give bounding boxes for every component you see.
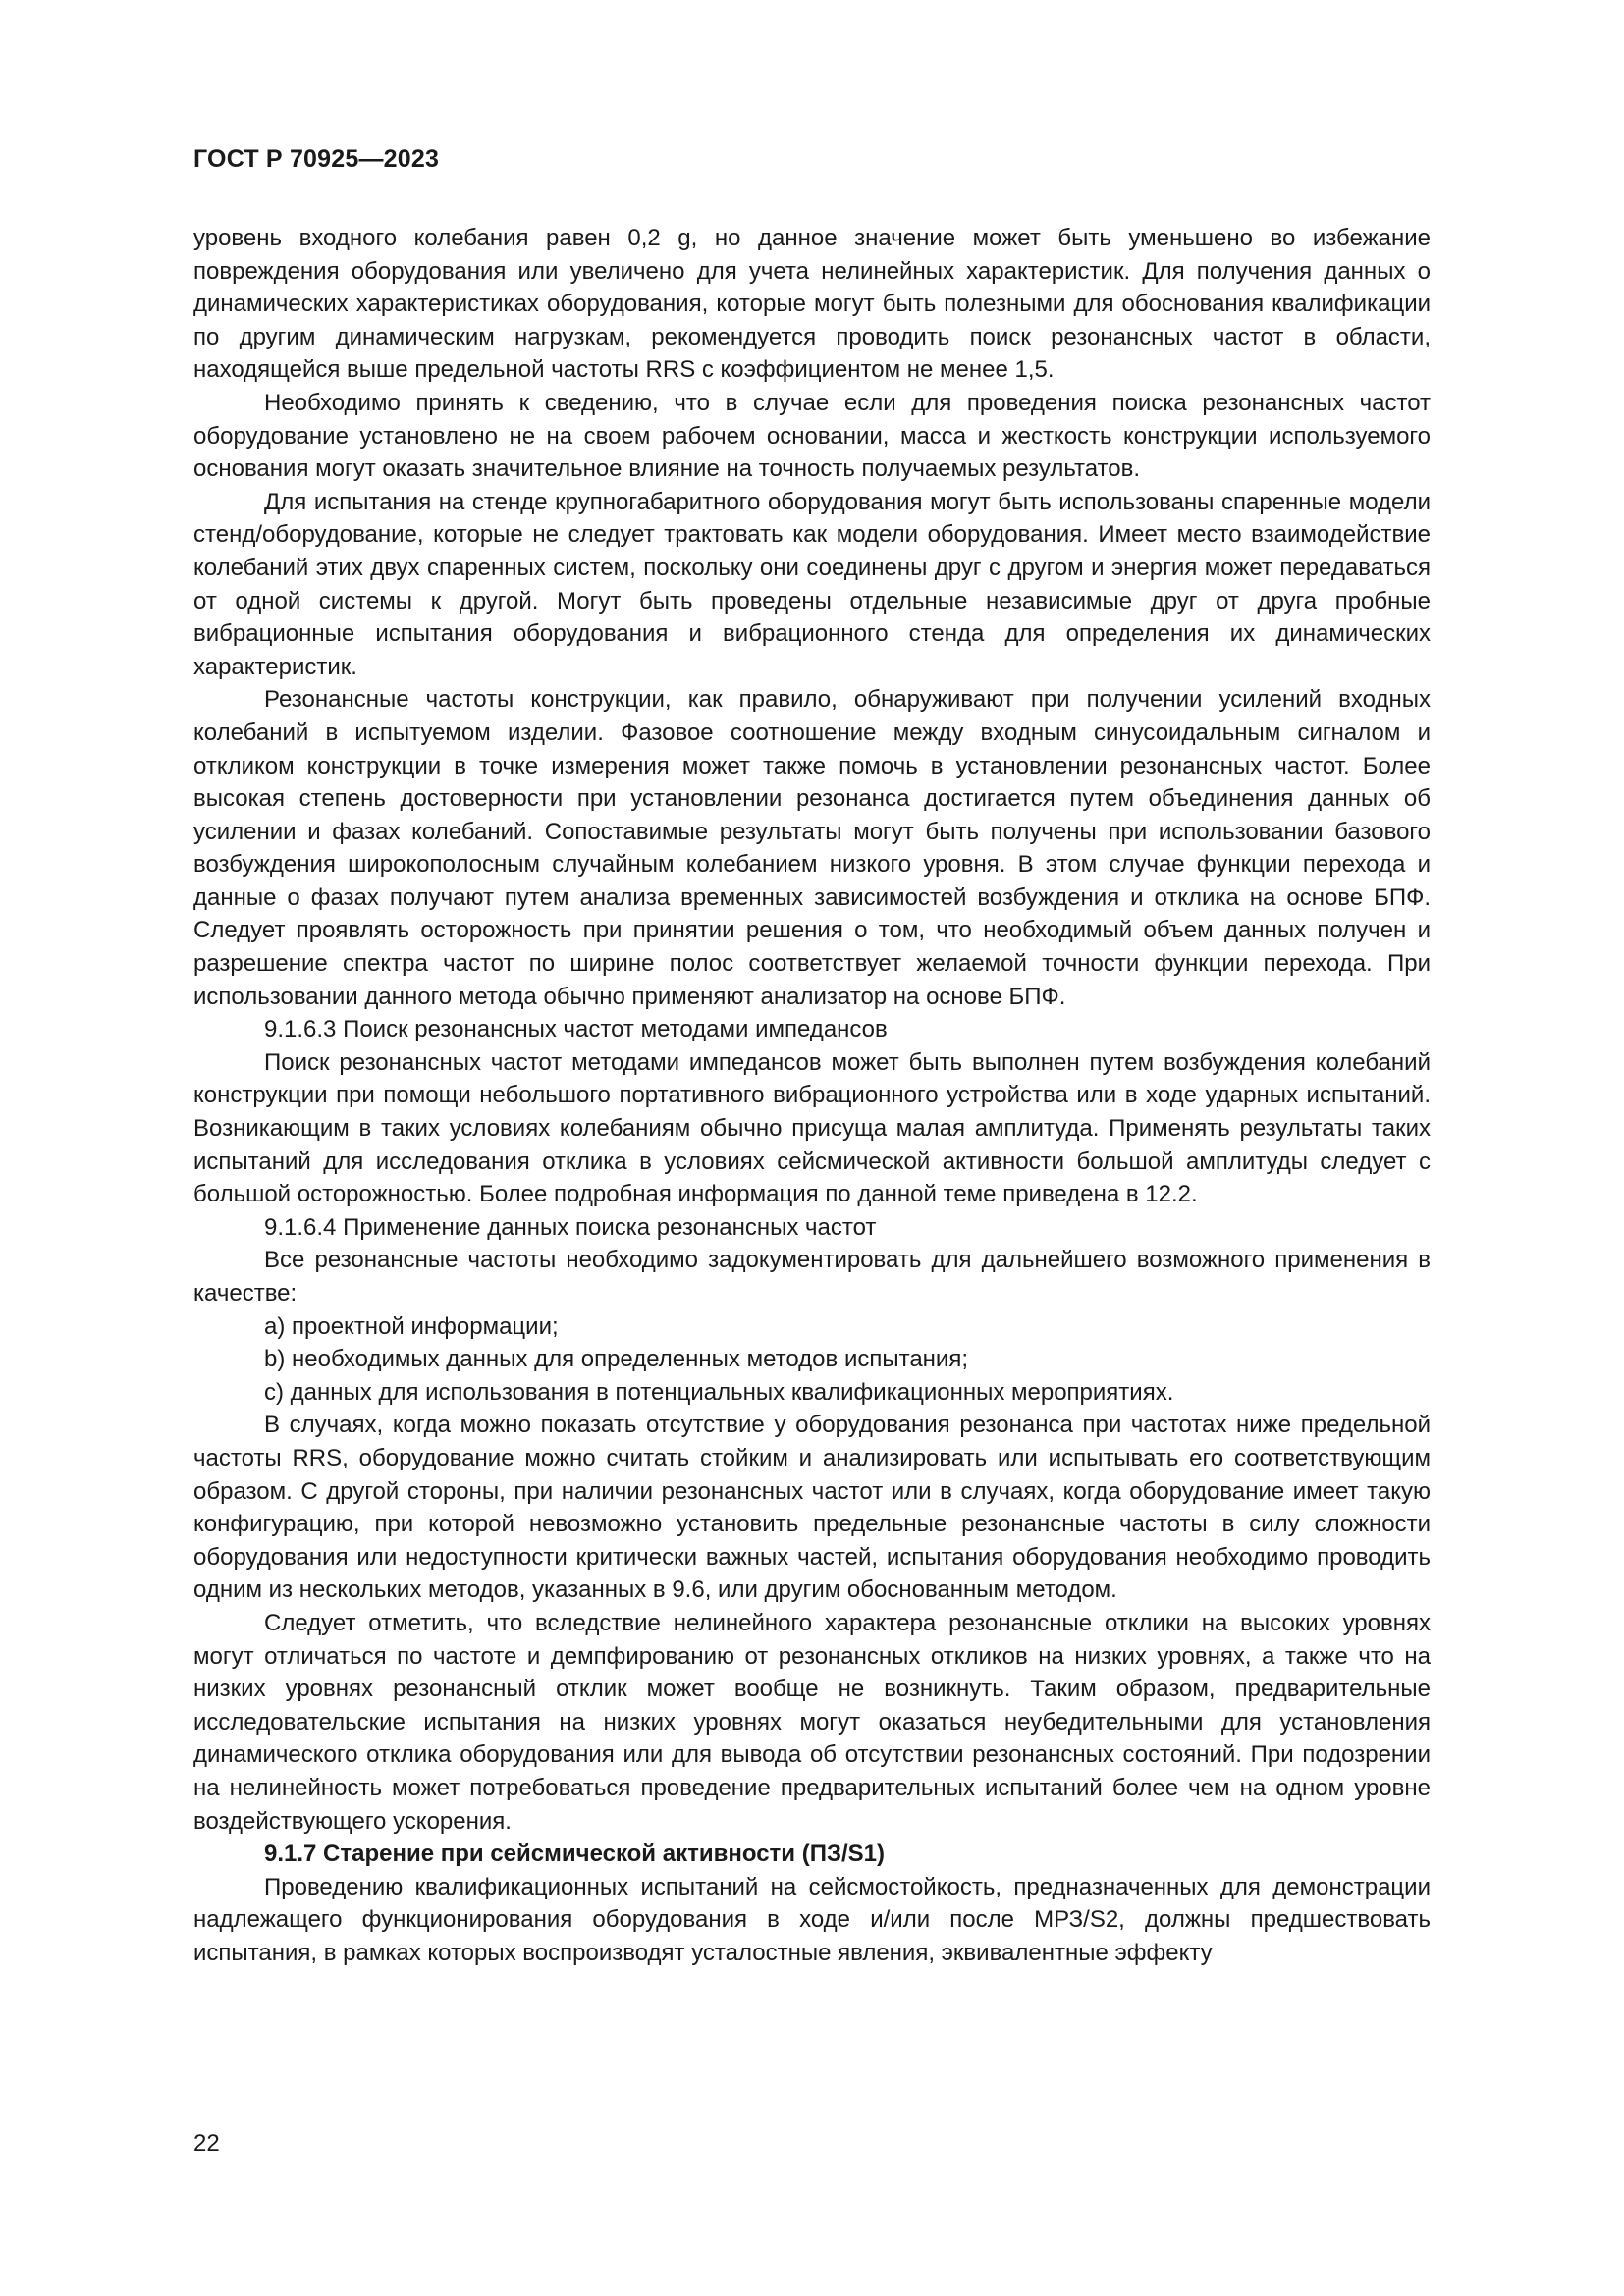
paragraph: Резонансные частоты конструкции, как правило, обнаруживают при получении усилений входных колебаний в испытуемом изделии. Фазовое соотношение между входным синусоидальным сигналом и откликом конструкции в точке измерения может также помочь в установлении резонансных частот. Более высокая степень достоверности при установлении резонанса достигается путем объединения данных об усилении и фазах колебаний. Сопоставимые результаты могут быть получены при использовании базового возбуждения широкополосным случайным колебанием низкого уровня. В этом случае функции перехода и данные о фазах получают путем анализа временных зависимостей возбуждения и отклика на основе БПФ. Следует проявлять осторожность при принятии решения о том, что необходимый объем данных получен и разрешение спектра частот по ширине полос соответствует желаемой точности функции перехода. При использовании данного метода обычно применяют анализатор на основе БПФ. [193,686,1431,1010]
paragraph: В случаях, когда можно показать отсутствие у оборудования резонанса при частотах ниже предельной частоты RRS, оборудование можно считать стойким и анализировать или испытывать его соответствующим образом. С другой стороны, при наличии резонансных частот или в случаях, когда оборудование имеет такую конфигурацию, при которой невозможно установить предельные резонансные частоты в силу сложности оборудования или недоступности критически важных частей, испытания оборудования необходимо проводить одним из нескольких методов, указанных в 9.6, или другим обоснованным методом. [193,1412,1431,1604]
subsection-heading: 9.1.6.3 Поиск резонансных частот методами импедансов [264,1016,888,1043]
paragraph: Необходимо принять к сведению, что в случае если для проведения поиска резонансных частот оборудование установлено не на своем рабочем основании, масса и жесткость конструкции используемого основания могут оказать значительное влияние на точность получаемых результатов. [193,389,1431,483]
list-item: с) данных для использования в потенциальных квалификационных мероприятиях. [264,1378,1174,1406]
document-id-header: ГОСТ Р 70925—2023 [193,145,440,173]
paragraph: Для испытания на стенде крупногабаритного оборудования могут быть использованы спаренные модели стенд/оборудование, которые не следует трактовать как модели оборудования. Имеет место взаимодействие колебаний этих двух спаренных систем, поскольку они соединены друг с другом и энергия может передаваться от одной системы к другой. Могут быть проведены отдельные независимые друг от друга пробные вибрационные испытания оборудования и вибрационного стенда для определения их динамических характеристик. [193,488,1431,680]
section-heading: 9.1.7 Старение при сейсмической активности (ПЗ/S1) [264,1841,886,1868]
paragraph: Проведению квалификационных испытаний на сейсмостойкость, предназначенных для демонстрации надлежащего функционирования оборудования в ходе и/или после МРЗ/S2, должны предшествовать испытания, в рамках которых воспроизводят усталостные явления, эквивалентные эффекту [193,1873,1431,1966]
document-body [193,222,1431,1969]
page-number: 22 [193,2130,220,2157]
paragraph: Поиск резонансных частот методами импедансов может быть выполнен путем возбуждения колебаний конструкции при помощи небольшого портативного вибрационного устройства или в ходе ударных испытаний. Возникающим в таких условиях колебаниям обычно присуща малая амплитуда. Применять результаты таких испытаний для исследования отклика в условиях сейсмической активности большой амплитуды следует с большой осторожностью. Более подробная информация по данной теме приведена в 12.2. [193,1048,1431,1208]
paragraph: уровень входного колебания равен 0,2 g, но данное значение может быть уменьшено во избежание повреждения оборудования или увеличено для учета нелинейных характеристик. Для получения данных о динамических характеристиках оборудования, которые могут быть полезными для обоснования квалификации по другим динамическим нагрузкам, рекомендуется проводить поиск резонансных частот в области, находящейся выше предельной частоты RRS с коэффициентом не менее 1,5. [193,225,1431,384]
list-item: b) необходимых данных для определенных методов испытания; [264,1346,968,1373]
subsection-heading: 9.1.6.4 Применение данных поиска резонансных частот [264,1213,877,1241]
list-item: а) проектной информации; [264,1312,559,1340]
paragraph: Следует отметить, что вследствие нелинейного характера резонансные отклики на высоких уровнях могут отличаться по частоте и демпфированию от резонансных откликов на низких уровнях, а также что на низких уровнях резонансный отклик может вообще не возникнуть. Таким образом, предварительные исследовательские испытания на низких уровнях могут оказаться неубедительными для установления динамического отклика оборудования или для вывода об отсутствии резонансных состояний. При подозрении на нелинейность может потребоваться проведение предварительных испытаний более чем на одном уровне воздействующего ускорения. [193,1609,1431,1835]
paragraph: Все резонансные частоты необходимо задокументировать для дальнейшего возможного применения в качестве: [193,1247,1431,1307]
